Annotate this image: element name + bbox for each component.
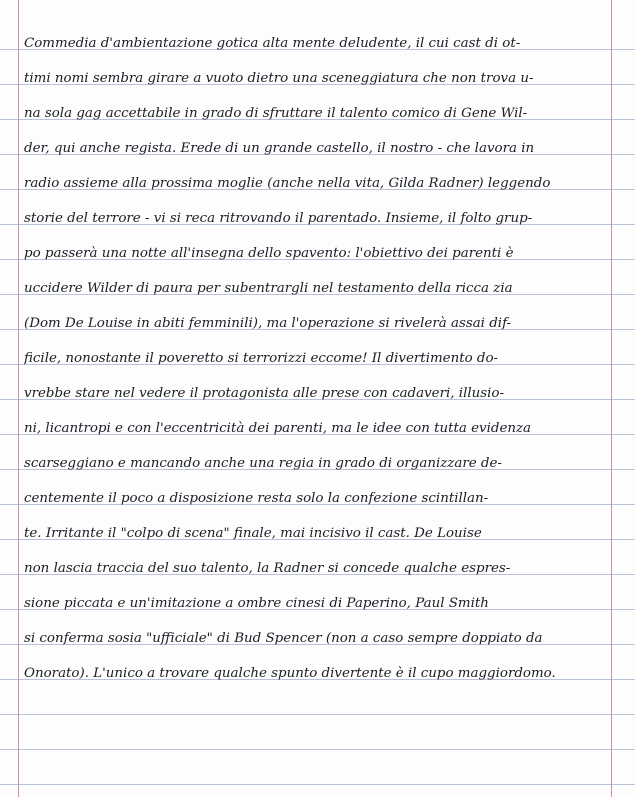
text-line: uccidere Wilder di paura per subentrargli nel testamento della ricca zia (24, 281, 513, 296)
text-line: po passerà una notte all'insegna dello spavento: l'obiettivo dei parenti è (24, 246, 514, 261)
text-line: na sola gag accettabile in grado di sfruttare il talento comico di Gene Wil- (24, 106, 528, 121)
text-line: si conferma sosia "ufficiale" di Bud Spencer (non a caso sempre doppiato da (24, 631, 543, 646)
right-margin-line (611, 0, 612, 797)
text-line: te. Irritante il "colpo di scena" finale, mai incisivo il cast. De Louise (24, 526, 482, 541)
text-line: radio assieme alla prossima moglie (anche nella vita, Gilda Radner) leggendo (24, 176, 551, 191)
text-line: der, qui anche regista. Erede di un grande castello, il nostro - che lavora in (24, 141, 535, 156)
text-line: ficile, nonostante il poveretto si terrorizzi eccome! Il divertimento do- (24, 351, 499, 366)
text-line: timi nomi sembra girare a vuoto dietro una sceneggiatura che non trova u- (24, 71, 534, 86)
text-line: vrebbe stare nel vedere il protagonista alle prese con cadaveri, illusio- (24, 386, 505, 401)
text-line: centemente il poco a disposizione resta solo la confezione scintillan- (24, 491, 489, 506)
text-line: non lascia traccia del suo talento, la Radner si concede qualche espres- (24, 561, 511, 576)
handwritten-review-text (24, 26, 610, 691)
text-line: Onorato). L'unico a trovare qualche spunto divertente è il cupo maggiordomo. (24, 666, 556, 681)
text-line: storie del terrore - vi si reca ritrovando il parentado. Insieme, il folto grup- (24, 211, 533, 226)
text-line: scarseggiano e mancando anche una regia in grado di organizzare de- (24, 456, 502, 471)
text-line: Commedia d'ambientazione gotica alta mente deludente, il cui cast di ot- (24, 36, 521, 51)
text-line: ni, licantropi e con l'eccentricità dei parenti, ma le idee con tutta evidenza (24, 421, 532, 436)
text-line: sione piccata e un'imitazione a ombre cinesi di Paperino, Paul Smith (24, 596, 489, 611)
left-margin-line (18, 0, 19, 797)
text-line: (Dom De Louise in abiti femminili), ma l'operazione si rivelerà assai dif- (24, 316, 512, 331)
